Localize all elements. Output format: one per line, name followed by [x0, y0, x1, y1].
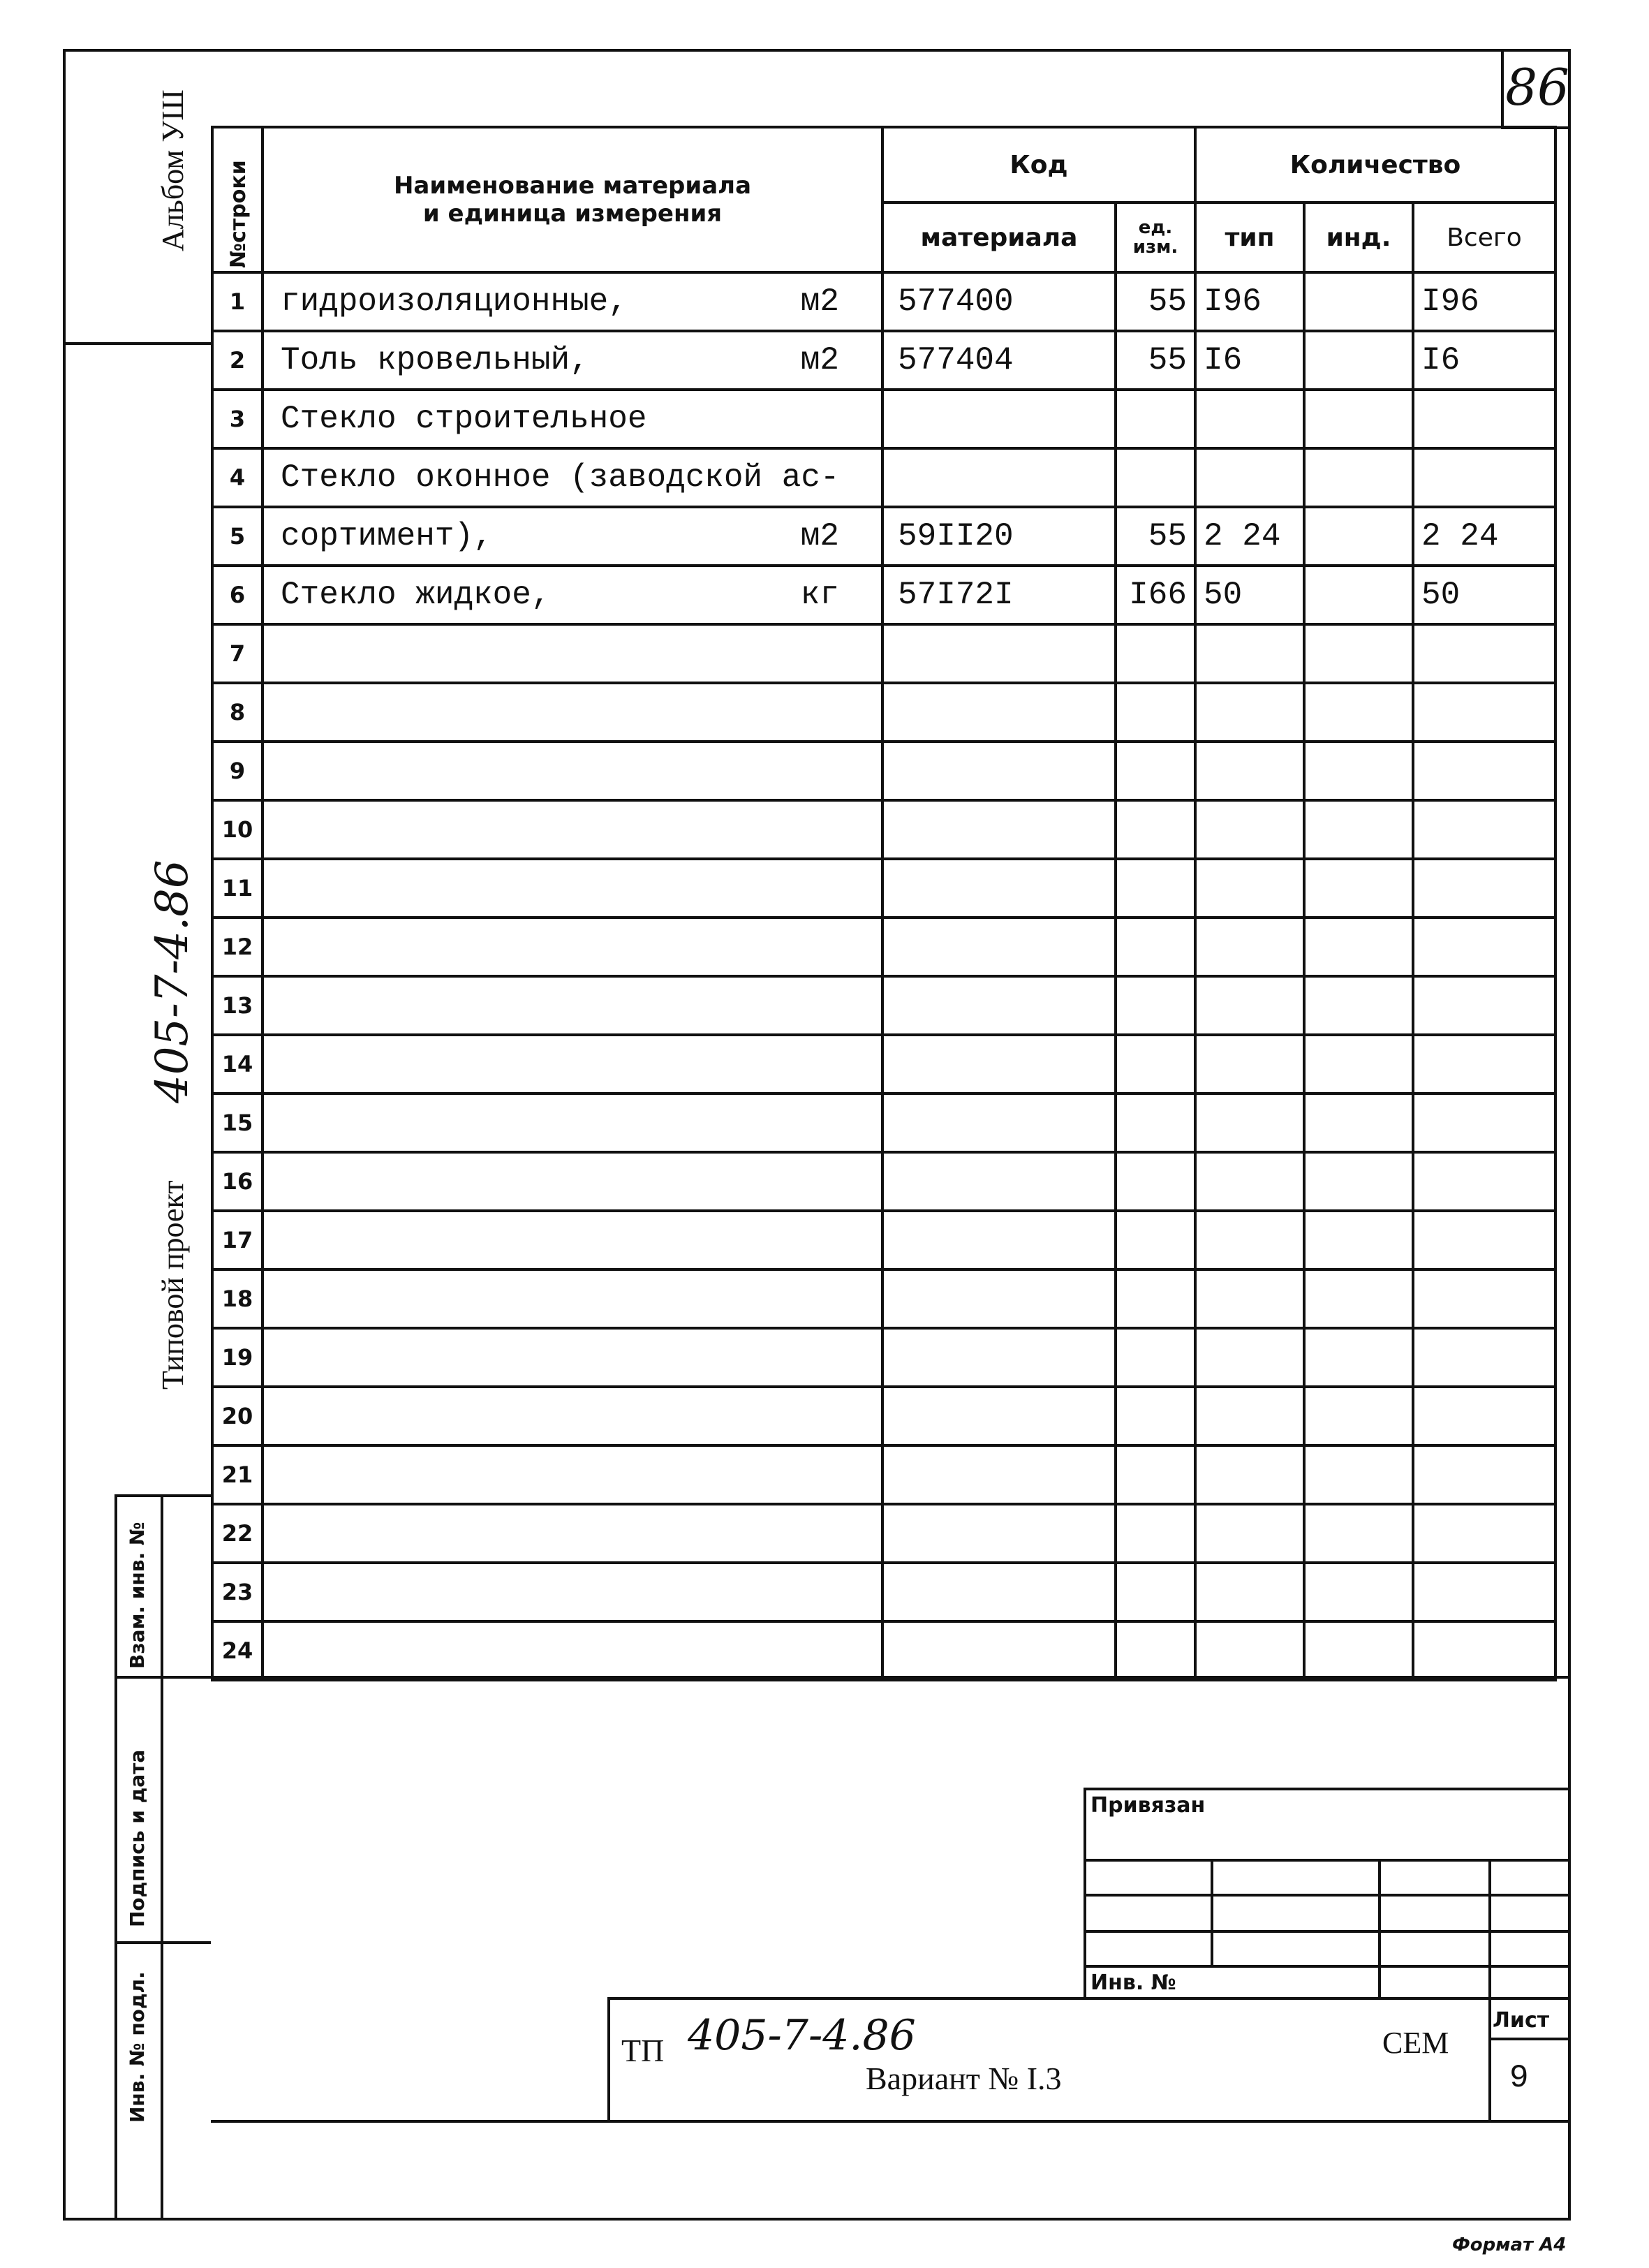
table-row — [212, 742, 1555, 800]
table-row — [212, 1504, 1555, 1563]
qty-tip — [1195, 1211, 1304, 1269]
unit-code — [1116, 1035, 1195, 1094]
qty-total — [1413, 1035, 1555, 1094]
unit-code — [1116, 859, 1195, 918]
qty-ind — [1304, 1094, 1413, 1152]
row-number: 3 — [212, 390, 262, 448]
qty-tip — [1195, 1269, 1304, 1328]
table-bottom-line — [211, 1676, 1571, 1679]
row-number: 11 — [212, 859, 262, 918]
material-name — [262, 859, 882, 918]
privyazan-label: Привязан — [1090, 1793, 1206, 1818]
material-code — [882, 859, 1116, 918]
material-name: сортимент), м2 — [262, 507, 882, 566]
qty-ind — [1304, 272, 1413, 331]
qty-total — [1413, 859, 1555, 918]
qty-tip: 50 — [1195, 566, 1304, 624]
project-code: 405-7-4.86 — [147, 860, 198, 1103]
material-code: 577400 — [882, 272, 1116, 331]
qty-ind — [1304, 1563, 1413, 1621]
qty-ind — [1304, 976, 1413, 1035]
unit-code — [1116, 1328, 1195, 1387]
row-number: 18 — [212, 1269, 262, 1328]
qty-total — [1413, 976, 1555, 1035]
table-row — [212, 683, 1555, 742]
qty-total — [1413, 1504, 1555, 1563]
material-name — [262, 683, 882, 742]
header-qty-ind: инд. — [1304, 202, 1413, 272]
stamp-line — [1488, 2038, 1571, 2040]
material-code: 577404 — [882, 331, 1116, 390]
side-box-podpis: Подпись и дата — [126, 1749, 149, 1927]
material-name — [262, 1269, 882, 1328]
material-name — [262, 742, 882, 800]
row-number: 23 — [212, 1563, 262, 1621]
row-number: 4 — [212, 448, 262, 507]
unit-code — [1116, 1152, 1195, 1211]
row-number: 17 — [212, 1211, 262, 1269]
qty-ind — [1304, 1387, 1413, 1445]
table-row — [212, 800, 1555, 859]
qty-tip — [1195, 390, 1304, 448]
frame-bottom-line — [211, 2120, 1571, 2123]
table-row — [212, 1211, 1555, 1269]
qty-total — [1413, 1387, 1555, 1445]
header-code-material: материала — [882, 202, 1116, 272]
unit-code — [1116, 800, 1195, 859]
stamp-line — [1084, 1859, 1571, 1862]
table-row — [212, 976, 1555, 1035]
material-unit: кг — [800, 577, 839, 613]
material-unit: м2 — [800, 518, 839, 554]
material-code — [882, 1563, 1116, 1621]
unit-code — [1116, 683, 1195, 742]
materials-table — [211, 126, 1557, 1681]
qty-total — [1413, 1152, 1555, 1211]
qty-ind — [1304, 742, 1413, 800]
material-name: Стекло жидкое, кг — [262, 566, 882, 624]
side-box-line — [114, 1494, 117, 2221]
row-number: 12 — [212, 918, 262, 976]
qty-tip — [1195, 918, 1304, 976]
qty-tip — [1195, 1035, 1304, 1094]
qty-tip — [1195, 1094, 1304, 1152]
unit-code — [1116, 918, 1195, 976]
material-code — [882, 1035, 1116, 1094]
qty-tip — [1195, 859, 1304, 918]
table-row — [212, 448, 1555, 507]
sem-label: СЕМ — [1382, 2026, 1449, 2060]
table-row — [212, 272, 1555, 331]
stamp-line — [1488, 1859, 1491, 1998]
unit-code — [1116, 448, 1195, 507]
qty-tip — [1195, 624, 1304, 683]
row-number: 6 — [212, 566, 262, 624]
row-number: 15 — [212, 1094, 262, 1152]
qty-tip — [1195, 1445, 1304, 1504]
qty-tip — [1195, 1621, 1304, 1680]
material-code — [882, 1269, 1116, 1328]
unit-code — [1116, 1387, 1195, 1445]
material-unit: м2 — [800, 342, 839, 378]
qty-total — [1413, 624, 1555, 683]
qty-total — [1413, 1563, 1555, 1621]
qty-total — [1413, 1445, 1555, 1504]
table-row — [212, 1387, 1555, 1445]
qty-ind — [1304, 1152, 1413, 1211]
header-qty-tip: тип — [1195, 202, 1304, 272]
qty-total — [1413, 448, 1555, 507]
material-name — [262, 1035, 882, 1094]
material-code — [882, 624, 1116, 683]
stamp-line — [1211, 1859, 1213, 1965]
material-code: 59II20 — [882, 507, 1116, 566]
row-number: 22 — [212, 1504, 262, 1563]
table-row — [212, 566, 1555, 624]
qty-ind — [1304, 1035, 1413, 1094]
qty-total — [1413, 1621, 1555, 1680]
material-name — [262, 1328, 882, 1387]
list-number: 9 — [1509, 2060, 1529, 2096]
material-name — [262, 1621, 882, 1680]
qty-ind — [1304, 624, 1413, 683]
material-name — [262, 1504, 882, 1563]
unit-code — [1116, 390, 1195, 448]
unit-code — [1116, 1211, 1195, 1269]
qty-ind — [1304, 390, 1413, 448]
row-number: 1 — [212, 272, 262, 331]
header-row-1 — [212, 127, 1555, 202]
material-code — [882, 1152, 1116, 1211]
material-name: гидроизоляционные, м2 — [262, 272, 882, 331]
stamp-line — [1084, 1894, 1571, 1897]
unit-code: I66 — [1116, 566, 1195, 624]
material-name — [262, 624, 882, 683]
material-code — [882, 390, 1116, 448]
material-code — [882, 1328, 1116, 1387]
material-code — [882, 1211, 1116, 1269]
stamp-line — [1084, 1965, 1571, 1968]
table-row — [212, 1269, 1555, 1328]
qty-ind — [1304, 448, 1413, 507]
unit-code — [1116, 1621, 1195, 1680]
stamp-line — [1378, 1859, 1381, 1998]
sheet-number: 86 — [1501, 49, 1571, 129]
qty-tip — [1195, 683, 1304, 742]
material-name — [262, 918, 882, 976]
qty-tip — [1195, 1328, 1304, 1387]
material-name: Стекло оконное (заводской ас- — [262, 448, 882, 507]
row-number: 10 — [212, 800, 262, 859]
qty-tip — [1195, 800, 1304, 859]
unit-code — [1116, 1094, 1195, 1152]
table-row — [212, 859, 1555, 918]
list-label: Лист — [1493, 2008, 1550, 2033]
table-row — [212, 331, 1555, 390]
qty-ind — [1304, 507, 1413, 566]
inv-no-label: Инв. № — [1090, 1971, 1176, 1995]
table-row — [212, 390, 1555, 448]
material-name — [262, 976, 882, 1035]
header-qty: Количество — [1195, 127, 1555, 202]
material-code — [882, 1621, 1116, 1680]
side-box-line — [114, 1676, 211, 1679]
row-number: 13 — [212, 976, 262, 1035]
side-box-line — [161, 1494, 163, 2221]
album-label: Альбом УШ — [156, 89, 190, 251]
table-row — [212, 1094, 1555, 1152]
unit-code — [1116, 742, 1195, 800]
qty-total — [1413, 1328, 1555, 1387]
qty-total — [1413, 683, 1555, 742]
material-code — [882, 1094, 1116, 1152]
qty-ind — [1304, 1621, 1413, 1680]
qty-tip — [1195, 742, 1304, 800]
row-number: 24 — [212, 1621, 262, 1680]
table-row — [212, 1152, 1555, 1211]
qty-tip — [1195, 1563, 1304, 1621]
qty-total — [1413, 742, 1555, 800]
table-row — [212, 1445, 1555, 1504]
qty-tip — [1195, 1387, 1304, 1445]
qty-total — [1413, 1269, 1555, 1328]
qty-ind — [1304, 859, 1413, 918]
qty-total: I96 — [1413, 272, 1555, 331]
row-number: 9 — [212, 742, 262, 800]
row-number: 14 — [212, 1035, 262, 1094]
unit-code — [1116, 976, 1195, 1035]
qty-ind — [1304, 1211, 1413, 1269]
qty-tip: 2 24 — [1195, 507, 1304, 566]
side-box-line — [114, 1494, 211, 1497]
stamp-line — [1084, 1930, 1571, 1933]
table-row — [212, 507, 1555, 566]
qty-total — [1413, 1094, 1555, 1152]
material-code — [882, 918, 1116, 976]
qty-ind — [1304, 1269, 1413, 1328]
table-row — [212, 1563, 1555, 1621]
material-code — [882, 976, 1116, 1035]
unit-code — [1116, 1269, 1195, 1328]
row-number: 16 — [212, 1152, 262, 1211]
header-row-no: №строки — [212, 127, 262, 272]
material-name: Толь кровельный, м2 — [262, 331, 882, 390]
qty-total — [1413, 800, 1555, 859]
table-row — [212, 1621, 1555, 1680]
qty-ind — [1304, 331, 1413, 390]
side-box-inv: Инв. № подл. — [126, 1971, 149, 2123]
material-name — [262, 800, 882, 859]
material-name — [262, 1387, 882, 1445]
material-code — [882, 448, 1116, 507]
material-name: Стекло строительное — [262, 390, 882, 448]
unit-code: 55 — [1116, 272, 1195, 331]
qty-ind — [1304, 918, 1413, 976]
material-code — [882, 800, 1116, 859]
table-row — [212, 1328, 1555, 1387]
unit-code — [1116, 1504, 1195, 1563]
table-row — [212, 1035, 1555, 1094]
qty-total — [1413, 1211, 1555, 1269]
material-code — [882, 1445, 1116, 1504]
row-number: 21 — [212, 1445, 262, 1504]
material-name — [262, 1445, 882, 1504]
unit-code: 55 — [1116, 331, 1195, 390]
qty-ind — [1304, 1328, 1413, 1387]
tp-code: 405-7-4.86 — [688, 2011, 916, 2060]
tp-prefix: ТП — [621, 2033, 665, 2068]
row-number: 7 — [212, 624, 262, 683]
material-code: 57I72I — [882, 566, 1116, 624]
header-code-unit: ед. изм. — [1116, 202, 1195, 272]
unit-code — [1116, 624, 1195, 683]
project-label: Типовой проект — [156, 1180, 190, 1390]
qty-total — [1413, 918, 1555, 976]
unit-code — [1116, 1445, 1195, 1504]
side-box-line — [114, 1941, 211, 1944]
material-name — [262, 1094, 882, 1152]
unit-code: 55 — [1116, 507, 1195, 566]
qty-total: 2 24 — [1413, 507, 1555, 566]
qty-ind — [1304, 566, 1413, 624]
format-label: Формат А4 — [1452, 2234, 1567, 2255]
stamp-line — [1488, 1997, 1491, 2123]
qty-total: 50 — [1413, 566, 1555, 624]
qty-tip — [1195, 976, 1304, 1035]
qty-tip — [1195, 1152, 1304, 1211]
side-divider — [63, 342, 211, 345]
variant: Вариант № I.3 — [866, 2061, 1062, 2096]
qty-total: I6 — [1413, 331, 1555, 390]
material-name — [262, 1152, 882, 1211]
material-code — [882, 1504, 1116, 1563]
qty-ind — [1304, 800, 1413, 859]
row-number: 20 — [212, 1387, 262, 1445]
material-name — [262, 1563, 882, 1621]
qty-tip — [1195, 448, 1304, 507]
qty-ind — [1304, 1504, 1413, 1563]
row-number: 8 — [212, 683, 262, 742]
material-unit: м2 — [800, 284, 839, 320]
row-number: 19 — [212, 1328, 262, 1387]
header-name: Наименование материала и единица измерения — [262, 127, 882, 272]
row-number: 5 — [212, 507, 262, 566]
qty-tip: I6 — [1195, 331, 1304, 390]
unit-code — [1116, 1563, 1195, 1621]
material-name — [262, 1211, 882, 1269]
table-row — [212, 624, 1555, 683]
side-box-vzam: Взам. инв. № — [126, 1522, 149, 1669]
qty-tip: I96 — [1195, 272, 1304, 331]
material-code — [882, 1387, 1116, 1445]
qty-total — [1413, 390, 1555, 448]
material-code — [882, 742, 1116, 800]
qty-ind — [1304, 683, 1413, 742]
row-number: 2 — [212, 331, 262, 390]
material-code — [882, 683, 1116, 742]
table-row — [212, 918, 1555, 976]
qty-ind — [1304, 1445, 1413, 1504]
header-code: Код — [882, 127, 1195, 202]
header-qty-total: Всего — [1413, 202, 1555, 272]
qty-tip — [1195, 1504, 1304, 1563]
